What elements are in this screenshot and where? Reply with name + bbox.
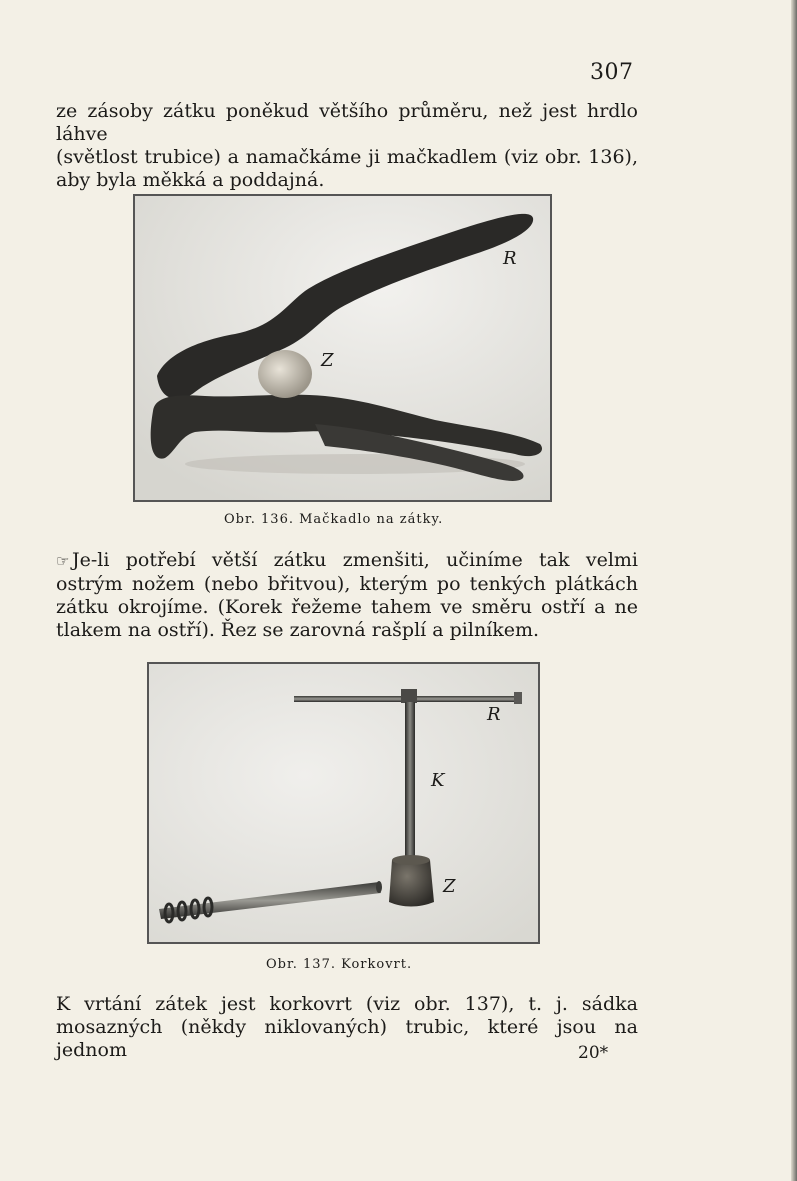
- figure-label-r: R: [487, 704, 501, 725]
- figure-label-k: K: [431, 770, 445, 791]
- page-edge-shadow: [791, 0, 797, 1181]
- paragraph-line: ostrým nožem (nebo břitvou), kterým po tenkých plátkách: [56, 573, 638, 595]
- paragraph-line: [56, 549, 638, 573]
- paragraph-1: [56, 100, 638, 192]
- figure-caption-136: Obr. 136. Mačkadlo na zátky.: [224, 512, 444, 527]
- paragraph-line: (světlost trubice) a namačkáme ji mačkadlem (viz obr. 136),: [56, 146, 638, 168]
- paragraph-line: ze zásoby zátku poněkud většího průměru, než jest hrdlo láhve: [56, 100, 638, 145]
- paragraph-3: [56, 993, 638, 1062]
- figure-label-r: R: [503, 248, 517, 269]
- page-number: 307: [590, 60, 634, 85]
- paragraph-line-text: Je-li potřebí větší zátku zmenšiti, učiníme tak velmi: [72, 549, 638, 571]
- cork-press-illustration: [135, 196, 550, 500]
- pointing-hand-icon: ☞: [56, 552, 70, 570]
- signature-mark: 20*: [578, 1043, 609, 1063]
- paragraph-line: K vrtání zátek jest korkovrt (viz obr. 137), t. j. sádka: [56, 993, 638, 1015]
- paragraph-line: mosazných (někdy niklovaných) trubic, které jsou na jednom: [56, 1016, 638, 1061]
- figure-cork-borer-photo: [147, 662, 540, 944]
- figure-caption-137: Obr. 137. Korkovrt.: [266, 957, 413, 972]
- paragraph-2: [56, 549, 638, 642]
- figure-label-z: Z: [443, 876, 456, 897]
- paragraph-line: tlakem na ostří). Řez se zarovná rašplí a pilníkem.: [56, 619, 540, 641]
- cork-borer-illustration: [149, 664, 538, 942]
- figure-cork-press-photo: [133, 194, 552, 502]
- paragraph-line: zátku okrojíme. (Korek řežeme tahem ve směru ostří a ne: [56, 596, 638, 618]
- paragraph-line: aby byla měkká a poddajná.: [56, 169, 325, 191]
- figure-label-z: Z: [321, 350, 334, 371]
